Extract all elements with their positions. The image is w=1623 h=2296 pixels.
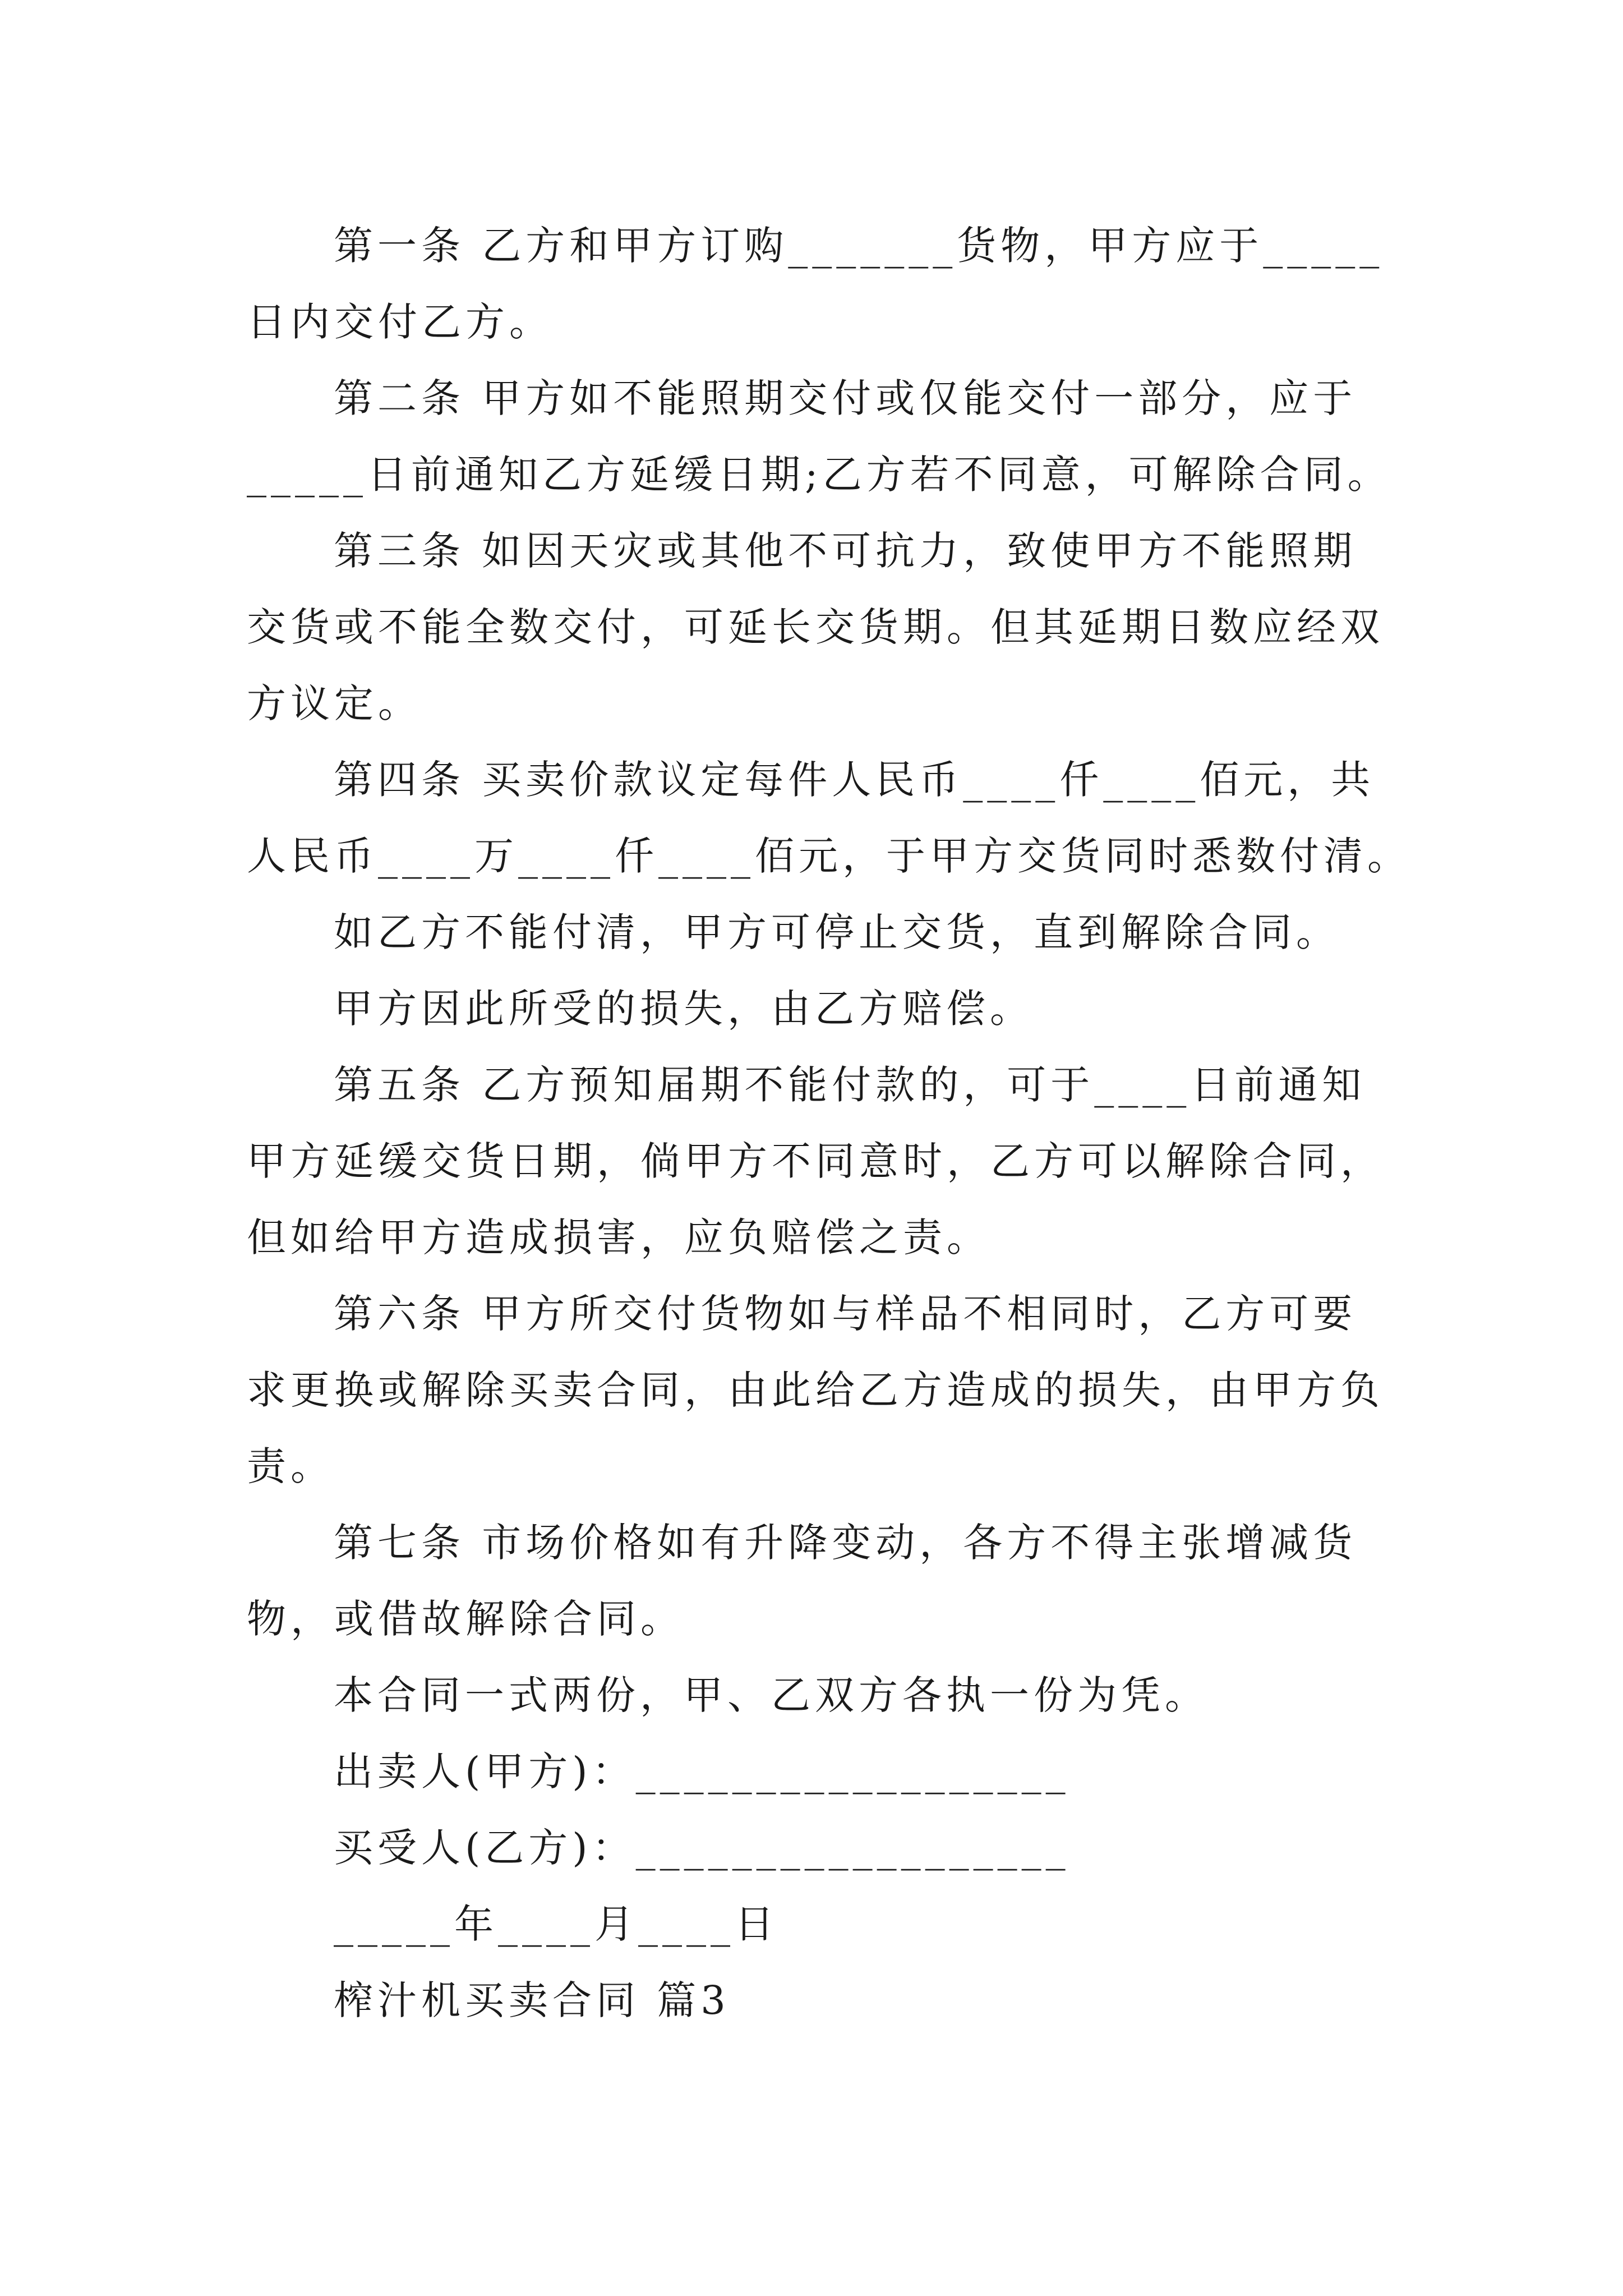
article-6-line-3: 责。 bbox=[247, 1443, 334, 1489]
article-3-line-1: 第三条 如因天灾或其他不可抗力，致使甲方不能照期 bbox=[334, 528, 1357, 574]
article-7-line-2: 物，或借故解除合同。 bbox=[247, 1596, 684, 1642]
article-5-line-2: 甲方延缓交货日期，倘甲方不同意时，乙方可以解除合同， bbox=[247, 1138, 1384, 1184]
article-1-line-1: 第一条 乙方和甲方订购_______货物，甲方应于_____ bbox=[334, 223, 1384, 269]
buyer-signature-line: 买受人(乙方)：__________________ bbox=[334, 1825, 1070, 1871]
article-4-paragraph-3: 甲方因此所受的损失，由乙方赔偿。 bbox=[334, 986, 1034, 1032]
article-3-line-2: 交货或不能全数交付，可延长交货期。但其延期日数应经双 bbox=[247, 604, 1384, 650]
article-4-line-2: 人民币____万____仟____佰元，于甲方交货同时悉数付清。 bbox=[247, 833, 1411, 879]
article-5-line-3: 但如给甲方造成损害，应负赔偿之责。 bbox=[247, 1214, 990, 1260]
article-2-line-2: _____日前通知乙方延缓日期;乙方若不同意，可解除合同。 bbox=[247, 452, 1391, 498]
article-5-line-1: 第五条 乙方预知届期不能付款的，可于____日前通知 bbox=[334, 1062, 1366, 1108]
article-6-line-1: 第六条 甲方所交付货物如与样品不相同时，乙方可要 bbox=[334, 1291, 1357, 1337]
article-6-line-2: 求更换或解除买卖合同，由此给乙方造成的损失，由甲方负 bbox=[247, 1367, 1384, 1413]
date-line: _____年____月____日 bbox=[334, 1901, 778, 1947]
article-7-line-1: 第七条 市场价格如有升降变动，各方不得主张增减货 bbox=[334, 1520, 1357, 1566]
article-4-line-1: 第四条 买卖价款议定每件人民币____仟____佰元，共 bbox=[334, 757, 1375, 803]
contract-body bbox=[247, 208, 1411, 2039]
article-2-line-1: 第二条 甲方如不能照期交付或仅能交付一部分，应于 bbox=[334, 375, 1357, 421]
next-section-title: 榨汁机买卖合同 篇3 bbox=[334, 1977, 730, 2023]
seller-signature-line: 出卖人(甲方)：__________________ bbox=[334, 1749, 1070, 1795]
article-3-line-3: 方议定。 bbox=[247, 680, 422, 726]
article-1-line-2: 日内交付乙方。 bbox=[247, 299, 553, 345]
copies-clause: 本合同一式两份，甲、乙双方各执一份为凭。 bbox=[334, 1672, 1209, 1718]
article-4-paragraph-2: 如乙方不能付清，甲方可停止交货，直到解除合同。 bbox=[334, 909, 1340, 955]
